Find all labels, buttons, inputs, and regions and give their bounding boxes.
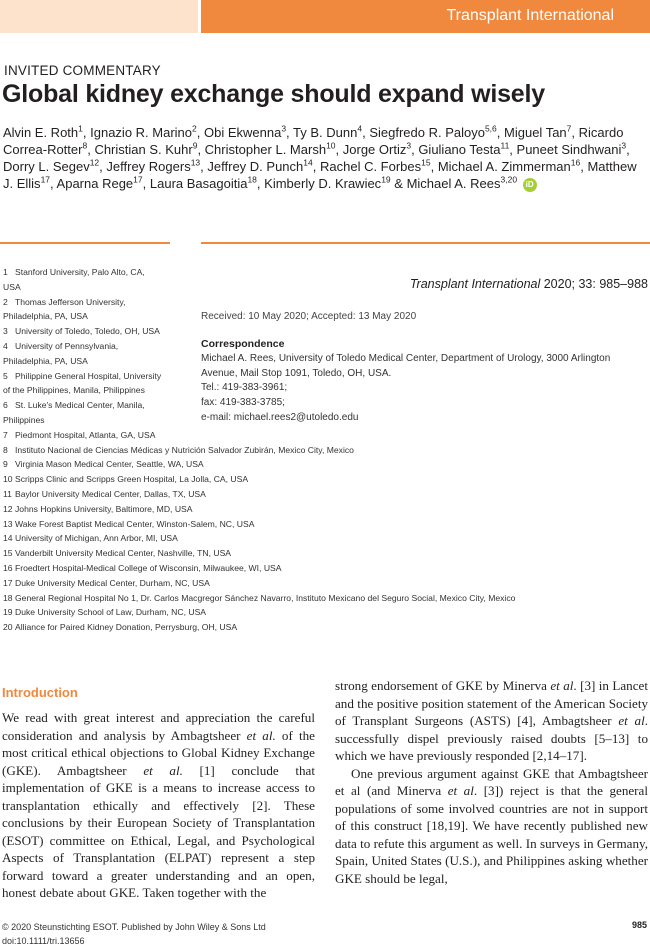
italic-text: et al xyxy=(447,783,474,798)
author-name: Christopher L. Marsh xyxy=(204,142,327,157)
author-name: Ignazio R. Marino xyxy=(90,125,193,140)
affiliation-text: University of Toledo, Toledo, OH, USA xyxy=(15,326,160,337)
paragraph: strong endorsement of GKE by Minerva et al. [3] in Lancet and the positive position statement of the American Society of Transplant Surgeons (ASTS) [4], Ambagtsheer et al. successfully dispel previously raised doubts [5–13] to which we have previously responded [2,14–17]. xyxy=(335,678,648,763)
affiliation-text: St. Luke's Medical Center, Manila, xyxy=(15,400,145,411)
author-name: Alvin E. Roth xyxy=(3,125,79,140)
affiliation-item xyxy=(3,383,145,398)
author-name: Miguel Tan xyxy=(504,125,567,140)
affiliation-item xyxy=(3,605,206,620)
italic-text: et al. xyxy=(246,727,276,743)
author-name: Siegfredo R. Paloyo xyxy=(369,125,485,140)
affiliation-number: 15 xyxy=(3,548,13,559)
author-affiliation-ref: 9 xyxy=(192,140,198,151)
citation xyxy=(410,277,648,291)
affiliation-item xyxy=(3,324,160,339)
affiliation-text: Philadelphia, PA, USA xyxy=(3,355,88,366)
paragraph: We read with great interest and appreciation the careful consideration and analysis by Ambagtsheer et al. of the most critical ethical objections to Global Kidney Exchange (GKE). Ambagtsheer et al. [1] conclude that implementation of GKE is a means to increase access to transplantation ethically and effectively [2]. These conclusions by their European Society of Transplantation (ESOT) committee on Ethical, Legal, and Psychological Aspects of Transplantation (ELPAT) represent a step forward toward a greater understanding and an open, honest debate about GKE. Taken together with the xyxy=(2,710,315,900)
author-affiliation-ref: 17 xyxy=(133,174,143,185)
received-accepted-dates: Received: 10 May 2020; Accepted: 13 May 2020 xyxy=(201,311,417,322)
correspondence-line: Michael A. Rees, University of Toledo Medical Center, Department of Urology, 3000 Arlington xyxy=(201,352,611,364)
author-affiliation-ref: 14 xyxy=(303,157,313,168)
affiliation-item xyxy=(3,576,210,591)
affiliation-item xyxy=(3,309,88,324)
divider-left xyxy=(0,242,170,244)
affiliation-text: Instituto Nacional de Ciencias Médicas y Nutrición Salvador Zubirán, Mexico City, Mexico xyxy=(15,444,354,455)
affiliation-item xyxy=(3,502,193,517)
affiliation-item xyxy=(3,398,145,413)
affiliation-number: 1 xyxy=(3,267,8,277)
affiliation-item xyxy=(3,561,282,576)
author-affiliation-ref: 19 xyxy=(381,174,391,185)
correspondence xyxy=(201,337,646,426)
affiliation-text: General Regional Hospital No 1, Dr. Carlos Macgregor Sánchez Navarro, Instituto Mexicano del Seguro Social, Mexico City, Mexico xyxy=(15,592,516,603)
divider-right xyxy=(201,242,650,244)
correspondence-heading: Correspondence xyxy=(201,338,285,350)
affiliation-text: Scripps Clinic and Scripps Green Hospital, La Jolla, CA, USA xyxy=(15,474,249,485)
affiliation-text: Piedmont Hospital, Atlanta, GA, USA xyxy=(15,429,156,440)
affiliation-text: University of Pennsylvania, xyxy=(15,341,119,351)
author-affiliation-ref: 7 xyxy=(566,123,572,134)
author-name: Christian S. Kuhr xyxy=(94,142,193,157)
author-affiliation-ref: 15 xyxy=(421,157,431,168)
affiliation-text: Thomas Jefferson University, xyxy=(15,296,126,307)
affiliation-number: 20 xyxy=(3,622,13,633)
affiliation-text: Froedtert Hospital-Medical College of Wisconsin, Milwaukee, WI, USA xyxy=(15,563,282,573)
affiliation-number: 2 xyxy=(3,296,8,307)
affiliation-number: 3 xyxy=(3,326,8,337)
author-name: Michael A. Rees xyxy=(406,176,501,191)
affiliation-number: 12 xyxy=(3,503,13,514)
author-name: Kimberly D. Krawiec xyxy=(264,176,382,191)
author-affiliation-ref: 3 xyxy=(406,140,412,151)
affiliation-text: Duke University School of Law, Durham, NC, USA xyxy=(15,607,207,618)
affiliation-item xyxy=(3,531,178,546)
affiliation-number: 9 xyxy=(3,459,8,470)
affiliation-number: 14 xyxy=(3,533,13,544)
affiliation-item xyxy=(3,457,204,472)
author-name: Jeffrey D. Punch xyxy=(207,159,304,174)
affiliation-item xyxy=(3,413,45,428)
affiliation-text: Vanderbilt University Medical Center, Nashville, TN, USA xyxy=(15,548,232,559)
body-column-right xyxy=(335,677,648,887)
header-band-light xyxy=(0,0,198,33)
affiliation-text: Duke University Medical Center, Durham, NC, USA xyxy=(15,577,210,588)
author-affiliation-ref: 3,20 xyxy=(500,174,518,185)
author-name: Ty B. Dunn xyxy=(293,125,358,140)
affiliation-text: Wake Forest Baptist Medical Center, Winston-Salem, NC, USA xyxy=(15,518,255,529)
affiliation-number: 18 xyxy=(3,592,13,603)
doi[interactable]: doi:10.1111/tri.13656 xyxy=(2,936,85,946)
orcid-icon[interactable]: iD xyxy=(523,178,537,192)
correspondence-line: Tel.: 419-383-3961; xyxy=(201,382,288,394)
affiliation-item xyxy=(3,591,515,606)
affiliation-text: Baylor University Medical Center, Dallas, TX, USA xyxy=(15,489,206,499)
citation-journal: Transplant International xyxy=(409,277,541,291)
affiliation-item xyxy=(3,487,206,502)
affiliation-item xyxy=(3,265,145,280)
italic-text: et al xyxy=(550,678,574,693)
affiliation-text: University of Michigan, Ann Arbor, MI, USA xyxy=(15,533,178,544)
affiliation-text: Johns Hopkins University, Baltimore, MD, USA xyxy=(15,503,193,514)
affiliation-number: 13 xyxy=(3,518,13,529)
paragraph: One previous argument against GKE that Ambagtsheer et al (and Minerva et al. [3]) reject is that the general populations of some involved countries are not in support of this construct [18,19]. We have recently published new data to refute this argument as well. In surveys in Germany, Spain, United States (U.S.), and Philippines asking whether GKE should be legal, xyxy=(335,765,648,886)
affiliation-item xyxy=(3,443,354,458)
author-affiliation-ref: 4 xyxy=(357,123,363,134)
affiliation-text: Philippines xyxy=(3,415,45,425)
author-name: Matthew J. Ellis xyxy=(3,159,637,191)
section-heading-introduction: Introduction xyxy=(2,685,78,700)
affiliation-item xyxy=(3,472,248,487)
affiliation-text: Philippine General Hospital, University xyxy=(15,370,162,381)
affiliation-number: 8 xyxy=(3,444,8,455)
author-affiliation-ref: 13 xyxy=(190,157,201,168)
author-affiliation-ref: 11 xyxy=(500,140,510,151)
affiliation-item xyxy=(3,354,88,369)
affiliation-text: of the Philippines, Manila, Philippines xyxy=(3,385,145,396)
author-list: Alvin E. Roth$^1$, Ignazio R. Marino$^2$, Obi Ekwenna$^3$, Ty B. Dunn$^4$, Siegfredo R. Paloyo$^{5,6}$, Miguel Tan$^7$, Ricardo Correa-Rotter$^8$, Christian S. Kuhr$^9$, Christopher L. Marsh$^{10}$, Jorge Ortiz$^3$, Giuliano Testa$^{11}$, Puneet Sindhwani$^3$, Dorry L. Segev$^{12}$, Jeffrey Rogers$^{13}$, Jeffrey D. Punch$^{14}$, Rachel C. Forbes$^{15}$, Michael A. Zimmerman$^{16}$, Matthew J. Ellis$^{17}$, Aparna Rege$^{17}$, Laura Basagoitia$^{18}$, Kimberly D. Krawiec$^{19}$ & Michael A. Rees$^{3,20}$ iD xyxy=(3,123,637,191)
correspondence-line: Avenue, Mail Stop 1091, Toledo, OH, USA. xyxy=(201,367,392,379)
author-name: Rachel C. Forbes xyxy=(319,159,422,174)
author-name: Jorge Ortiz xyxy=(342,142,407,157)
italic-text: et al. xyxy=(143,762,183,778)
affiliation-item xyxy=(3,280,21,295)
affiliation-number: 7 xyxy=(3,429,8,440)
correspondence-email[interactable]: e-mail: michael.rees2@utoledo.edu xyxy=(201,411,359,423)
author-name: Ricardo Correa-Rotter xyxy=(3,125,624,157)
affiliation-number: 4 xyxy=(3,341,8,351)
correspondence-line: fax: 419-383-3785; xyxy=(201,397,285,409)
author-affiliation-ref: 5,6 xyxy=(484,123,497,134)
copyright: © 2020 Steunstichting ESOT. Published by John Wiley & Sons Ltd xyxy=(2,922,266,932)
author-affiliation-ref: 2 xyxy=(192,123,197,134)
author-name: Puneet Sindhwani xyxy=(516,142,622,157)
affiliation-number: 11 xyxy=(3,489,12,499)
affiliation-item xyxy=(3,339,118,354)
affiliation-text: USA xyxy=(3,281,21,292)
author-name: Laura Basagoitia xyxy=(149,176,248,191)
affiliation-number: 19 xyxy=(3,607,13,618)
affiliation-text: Stanford University, Palo Alto, CA, xyxy=(15,267,145,277)
header-band xyxy=(201,0,650,33)
author-name: Dorry L. Segev xyxy=(3,159,90,174)
affiliation-number: 17 xyxy=(3,577,13,588)
affiliation-item xyxy=(3,369,161,384)
affiliation-item xyxy=(3,517,254,532)
affiliation-item xyxy=(3,546,231,561)
author-affiliation-ref: 16 xyxy=(570,157,581,168)
citation-details: 2020; 33: 985–988 xyxy=(540,277,648,291)
affiliation-text: Alliance for Paired Kidney Donation, Perrysburg, OH, USA xyxy=(15,622,238,633)
page-number: 985 xyxy=(631,920,647,930)
affiliation-number: 10 xyxy=(3,474,13,485)
author-affiliation-ref: 17 xyxy=(40,174,51,185)
italic-text: et al xyxy=(618,713,645,728)
article-title: Global kidney exchange should expand wisely xyxy=(2,80,545,108)
affiliation-item xyxy=(3,295,126,310)
affiliation-number: 5 xyxy=(3,370,8,381)
affiliation-number: 16 xyxy=(3,563,13,573)
affiliation-number: 6 xyxy=(3,400,8,411)
author-affiliation-ref: 10 xyxy=(326,140,336,151)
author-affiliation-ref: 3 xyxy=(281,123,287,134)
author-affiliation-ref: 18 xyxy=(247,174,257,185)
author-name: Jeffrey Rogers xyxy=(106,159,191,174)
affiliation-item xyxy=(3,620,237,635)
body-column-left xyxy=(2,685,315,902)
journal-name: Transplant International xyxy=(446,7,614,24)
author-name: Giuliano Testa xyxy=(418,142,501,157)
author-name: Michael A. Zimmerman xyxy=(437,159,571,174)
author-affiliation-ref: 3 xyxy=(621,140,627,151)
author-name: Aparna Rege xyxy=(56,176,134,191)
affiliation-item xyxy=(3,428,155,443)
author-affiliation-ref: 8 xyxy=(82,140,88,151)
author-affiliation-ref: 1 xyxy=(78,123,83,134)
author-name: Obi Ekwenna xyxy=(203,125,282,140)
affiliation-text: Philadelphia, PA, USA xyxy=(3,311,88,322)
article-type: INVITED COMMENTARY xyxy=(4,63,161,78)
affiliation-text: Virginia Mason Medical Center, Seattle, WA, USA xyxy=(15,459,204,470)
author-affiliation-ref: 12 xyxy=(89,157,100,168)
